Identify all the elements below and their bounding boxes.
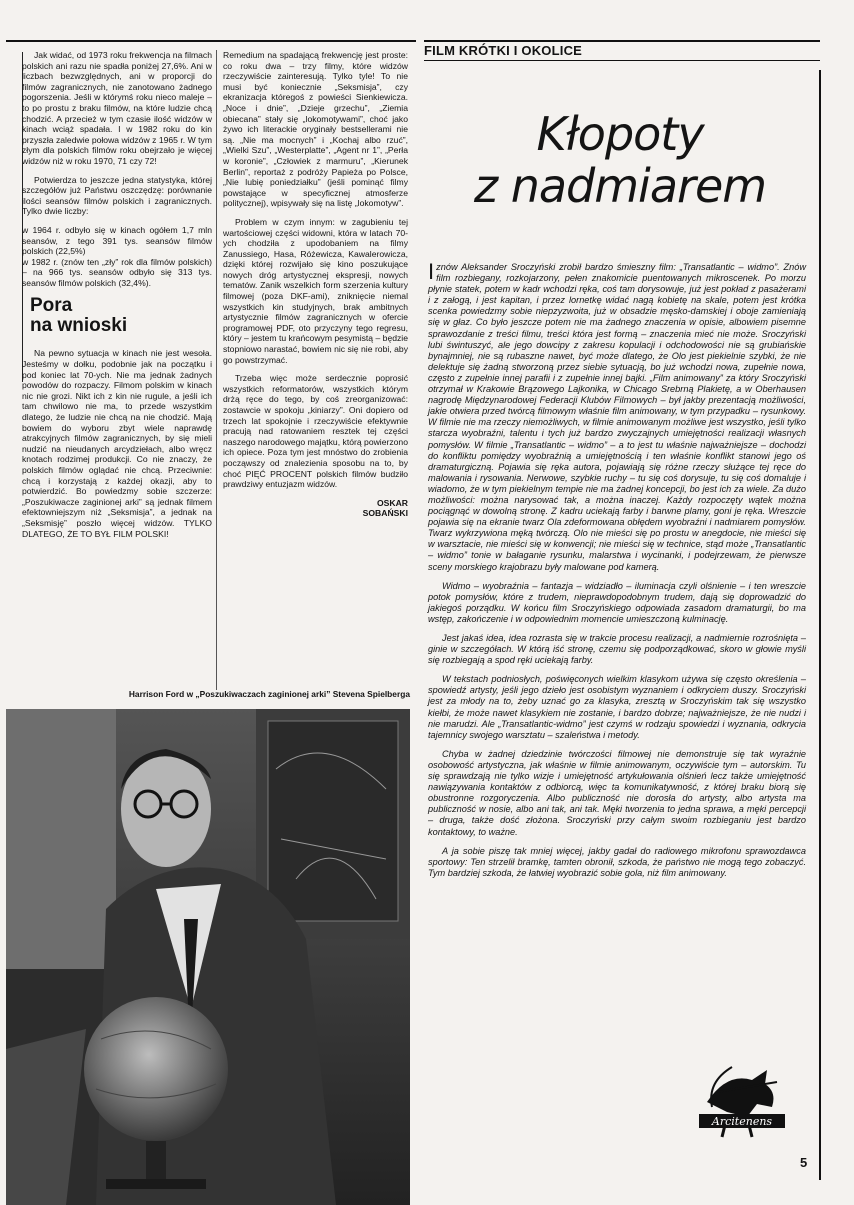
section-underline (424, 60, 820, 61)
subheading-line-1: Pora (30, 295, 73, 317)
middle-paragraph-3: Trzeba więc może serdecznie poprosić wszystkich reformatorów, wszystkich którym drżą ręce do tego, by coś zreorganizować: zostawcie w spokoju „kiniarzy”. Oni dopiero od trzech lat spokojnie i rzeczywiście efektywnie pracują nad ratowaniem resztek tej części naszego narodowego majątku, którą powierzono ich opiece. Poza tym jest mnóstwo do zrobienia począwszy od znalezienia sposobu na to, by choć PIĘĆ PROCENT polskich filmów budziło prawdziwy entuzjazm widzów. (223, 373, 408, 490)
right-paragraph-5: Chyba w żadnej dziedzinie twórczości filmowej nie demonstruje się tak wyraźnie osobowość artystyczna, jak właśnie w filmie animowanym, oczywiście tym – autorskim. Tu się sprawdzają nie tylko wizje i umiejętność artykułowania olśnień lecz także umiejętność nawiązywania kontaktów z odbiorcą, więc ta komunikatywność, z której braku biorą się obustronne rozgoryczenia. Albo publiczność nie dorosła do artysty, albo artysta ma publiczność w nosie, albo ani tak, ani tak. Męki tworzenia to jedna sprawa, a męki percepcji – druga, także dość złożona. Sroczyński przy całym swoim rozbieganiu jest bardzo kontaktowy, to ważne. (428, 748, 806, 837)
middle-paragraph-1: Remedium na spadającą frekwencję jest proste: co roku dwa – trzy filmy, które widzów rzeczywiście zainteresują. Tylko tyle! To nie musi być koniecznie „Seksmisja”, czy ekranizacja któregoś z powieści Sienkiewicza. „Noce i dnie”, „Dzieje grzechu”, „Ziemia obiecana” stały się „lokomotywami”, choć jako żywo ich literackie oryginały bestsellerami nie są. „Nie ma mocnych” i „Kochaj albo rzuć”, „Wielki Szu”, „Westerplatte”, „Agent nr 1”, „Perła w koronie”, „Człowiek z marmuru”, „Kierunek Berlin”, reportaż z podróży Papieża po Polsce, „Nie lubię poniedziałku” (jeśli pominąć filmy powstające w specyficznej atmosferze politycznej), wpisywały się na listę „lokomotyw”. (223, 50, 408, 209)
right-paragraph-1: Iznów Aleksander Sroczyński zrobił bardzo śmieszny film: „Transatlantic – widmo”. Znów film rozbiegany, rozkojarzony, pełen znakomicie puentowanych mikroscenek. Po morzu płynie statek, potem w kadr wchodzi ręka, coś tam dorysowuje, już jest pokład z pasażerami i z załogą, i jest kapitan, i przez lornetkę widać nagą kobietę na skale, potem jest krótka scenka powiedzmy sobie niepzyzwoita, już w obsadzie męsko-damskiej i oboje zamieniają się w głaz. Co było jeszcze potem nie ma żadnego znaczenia w opisie, albowiem pisemne sprawozdanie z treści filmu, treści która jest formą – znaczenia mieć nie może. Sroczyński lubi świntuszyć, ale jego dowcipy z zakresu kopulacji i odchodowości nie są grubiańskie bynajmniej, nie są rubaszne nawet, być może dlatego, że Olo jest piekielnie szybki, że nie delektuje się żadną stworzoną przez siebie sytuacją, bo już wchodzi nowa, zupełnie nowa, często z zupełnie innej parafii i z zupełnie innej bajki. „Film animowany” za który Sroczyński otrzymał w Krakowie Brązowego Lajkonika, w Chicago Srebrną Plakietę, a w Oberhausen nagrodę Międzynarodowej Federacji Klubów Filmowych – był jakby prezentacją możliwości, jakie otwiera przed twórcą filmowym właśnie film animowany, w tym przypadku – rysunkowy. W filmie nie ma rzeczy niemożliwych, w filmie animowanym możliwe jest wszystko, jeśli tylko starcza wyobraźni, talentu i tych już bardzo zwyczajnych umiejętności realizacji własnych pomysłów. W filmie „Transatlantic – widmo” – a to jest tu właśnie najważniejsze – dochodzi do konfliktu pomiędzy wyobraźnią a umiejętnością i ten właśnie konflikt stanowi jego oś dramaturgiczną. Pojawia się ręka autora, pojawiają się różne rzeczy służące tej ręce do malowania i rysowania. Nerwowe, szybkie ruchy – tu się coś dorysuje, tu się coś domaluje i wiadomo, że w tym piekielnym tempie nie ma żadnej koncepcji, bo jest ich za wiele. Za dużo możliwości: można narysować tak, a można inaczej. Każdy rozpoczęty wątek można pociągnąć w dowolną stronę. Z kadru uciekają farby i barwne plamy, goni je ręka. Wreszcie pojawia się na ekranie twarz Ola zdeformowana obłędem wyobraźni i nadmiarem pomysłów. Twarz wykrzywiona męką twórczą. Olo nie mieści się po prostu w anegdocie, nie mieści się w warsztacie, nie mieści się w konwencji; nie mieści się w technice, stąd może „Transatlantic – widmo” tonie w bałaganie rysunku, malarstwa i wycinanki, i podejrzewam, że pierwsze sceny morskiego krajobrazu były malowane pod kamerą. (428, 259, 806, 572)
author-first-name: OSKAR (376, 497, 408, 508)
film-still-photo (6, 709, 410, 1205)
top-rule-left (6, 40, 416, 42)
column-divider (216, 50, 217, 690)
left-paragraph-2: Potwierdza to jeszcze jedna statystyka, której szczegółów już Państwu oszczędzę: porównanie ilości seansów filmów polskich i zagranicznych. Tylko dwie liczby: (22, 174, 212, 217)
right-margin-rule (819, 70, 821, 1180)
stats-list (22, 225, 212, 289)
right-paragraph-2: Widmo – wyobraźnia – fantazja – widziadło – iluminacja czyli olśnienie – i ten wreszcie potok pomysłów, które z trudem, nieprawdopodobnym trudem, dają się doprowadzić do jakiegoś porządku. W końcu film Sroczyńskiego odpowiada zasadom dramaturgii, bo ma wstęp, zakończenie i w odpowiednim momencie umieszczoną kulminację. (428, 580, 806, 624)
middle-paragraph-2: Problem w czym innym: w zagubieniu tej wartościowej części widowni, która w latach 70-ych chodziła z upodobaniem na filmy Zanussiego, Hasa, Różewicza, Kawalerowicza, dzięki której rozwijało się kino poszukujące nowych dróg artystycznej ekspresji, nowych tematów. Zanik wszelkich form szerzenia kultury filmowej (poza DKF-ami), zniknięcie niemal wszystkich kin studyjnych, brak ambitnych artystycznie filmów zagranicznych w ofercie programowej PDF, oto przyczyny tego regresu, który – jestem tu krańcowym pesymistą – będzie stopniowo narastać, bowiem nic się nie robi, aby go powstrzymać. (223, 216, 408, 365)
right-paragraph-6: A ja sobie piszę tak mniej więcej, jakby gadał do radiowego mikrofonu sprawozdawca sportowy: Ten strzelił bramkę, tamten obronił, szkoda, że państwo nie mogą tego zobaczyć. Tym bardziej szkoda, że łatwiej wyobrazić sobie gola, niż film animowany. (428, 845, 806, 878)
subheading (30, 296, 212, 336)
right-paragraph-4: W tekstach podniosłych, poświęconych wielkim klasykom używa się często określenia – spowiedź artysty, jeśli jego dzieło jest osobistym wyznaniem i odkryciem duszy. Sroczyński jest za młody na to, żeby uznać go za klasyka, zresztą w Sroczyńskim tak się wszystko kiełbi, że może nawet klasykiem nie zostanie, i bardzo dobrze; najważniejsze, że nie nudzi i nie marudzi. Ale „Transatlantic-widmo” jest czymś w rodzaju spowiedzi i wyznania, odkrycia tajemnicy swojego warsztatu – szaleństwa i metody. (428, 674, 806, 740)
section-heading: FILM KRÓTKI I OKOLICE (424, 40, 820, 60)
photo-caption: Harrison Ford w „Poszukiwaczach zaginionej arki” Stevena Spielberga (128, 689, 410, 699)
title-line-2: z nadmiarem (473, 159, 767, 213)
stat-item-1982: w 1982 r. (znów ten „zły” rok dla filmów polskich) – na 966 tys. seansów odbyło się 313 tys. seansów filmów polskich (32,4%). (22, 256, 212, 288)
left-paragraph-1: Jak widać, od 1973 roku frekwencja na filmach polskich ani razu nie spadła poniżej 27,6%. Ani w liczbach bezwzględnych, ani w proporcji do filmów zagranicznych, nie zanotowano żadnego pogorszenia. Jeśli w którymś roku nieco maleje – to po prostu z braku filmów, na które ludzie chcą chodzić. A przecież w tym czasie ilość widzów w kinach wciąż spadała. I w 1982 roku do kin przyszła zaledwie połowa widzów z 1965 r. W tym złym dla polskich filmów roku obejrzało je więcej widzów niż w roku 1970, 71 czy 72! (22, 50, 212, 166)
subheading-line-2: na wnioski (30, 315, 128, 337)
article-title (450, 108, 790, 212)
page-number: 5 (800, 1155, 808, 1170)
right-paragraph-3: Jest jakaś idea, idea rozrasta się w trakcie procesu realizacji, a nadmiernie rozrośnięta – ginie w szczegółach. W którą iść stronę, czemu się podporządkować, skoro w głowie myśli się rozbiegają a spod ręki uciekają farby. (428, 633, 806, 666)
middle-column (223, 50, 408, 519)
author-byline (223, 498, 408, 519)
left-paragraph-3: Na pewno sytuacja w kinach nie jest wesoła. Jesteśmy w dołku, podobnie jak na początku i pod koniec lat 70-ych. Nie ma jednak żadnych powodów do rozpaczy. Filmom polskim w kinach nic nie grozi. Nikt ich z kin nie rugule, a jeśli ich tam chwilowo nie ma, to przede wszystkim dlatego, że ludzie nie chcą na nie chodzić. Mają bowiem do wyboru zbyt wiele naprawdę atrakcyjnych filmów zagranicznych, by się mieli nudzić na nieudanych arcydziełach, albo wręcz knotach rodzimej produkcji. Co nie znaczy, że polskich filmów oglądać nie chcą. Przeciwnie: chcą i korzystają z każdej okazji, aby to potwierdzić. Bo powiedzmy sobie szczerze: „Poszukiwacze zaginionej arki” są jednak filmem efektowniejszym niż „Seksmisja”, a jednak na „Seksmisję” poszło więcej widzów. TYLKO DLATEGO, ŻE TO BYŁ FILM POLSKI! (22, 348, 212, 539)
title-line-1: Kłopoty (536, 107, 704, 161)
author-last-name: SOBAŃSKI (362, 508, 408, 519)
arcitenens-logo (697, 1062, 787, 1144)
left-column (22, 50, 212, 547)
stat-item-1964: w 1964 r. odbyło się w kinach ogółem 1,7 mln seansów, z tego 391 tys. seansów filmów polskich (22,5%) (22, 224, 212, 257)
right-article-body (428, 259, 806, 887)
svg-text:Arcitenens: Arcitenens (711, 1115, 773, 1128)
